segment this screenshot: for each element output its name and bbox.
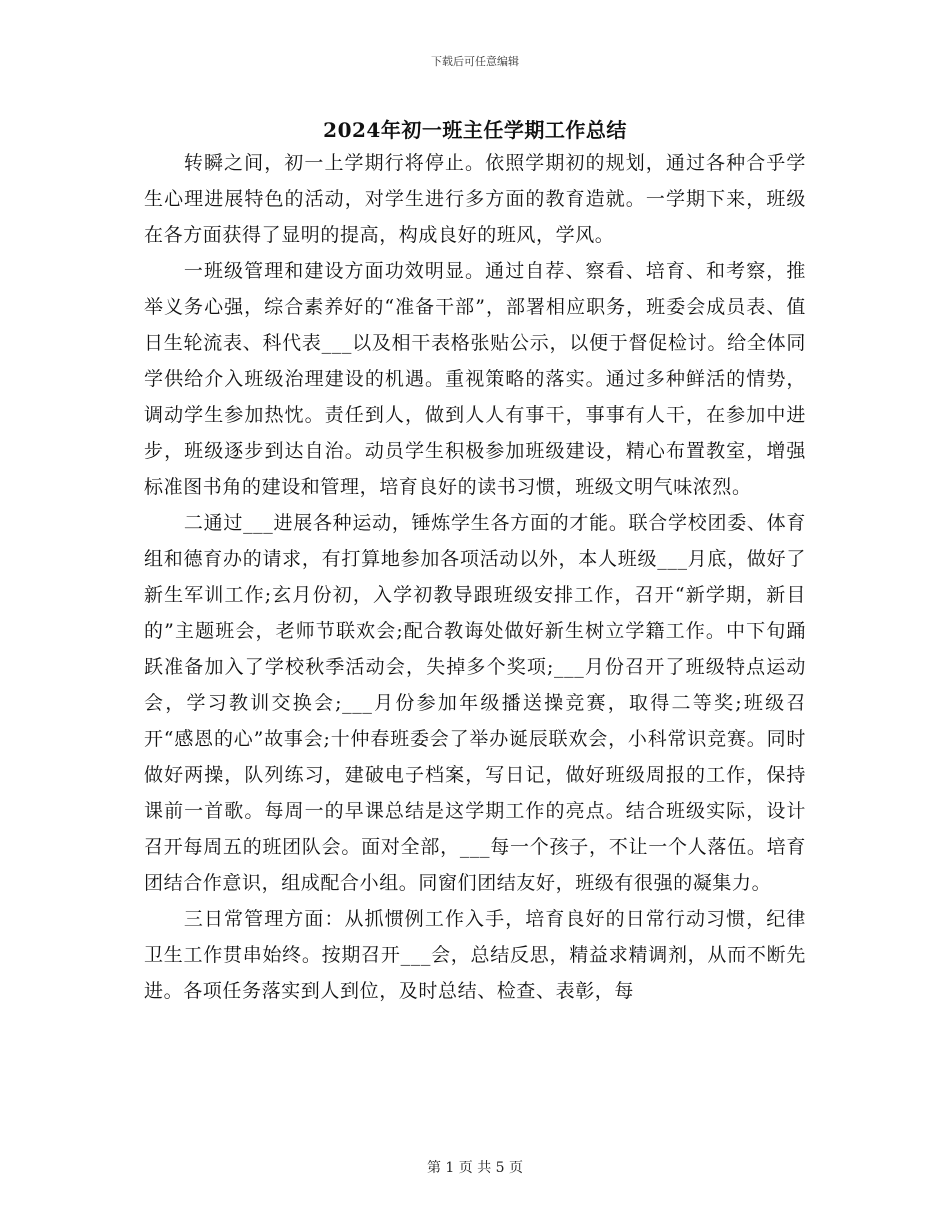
paragraph-class-management: 一班级管理和建设方面功效明显。通过自荐、察看、培育、和考察，推举义务心强，综合素养好的“准备干部”，部署相应职务，班委会成员表、值日生轮流表、科代表___以及相干表格张贴公示，以便于督促检讨。给全体同学供给介入班级治理建设的机遇。重视策略的落实。通过多种鲜活的情势，调动学生参加热忱。责任到人，做到人人有事干，事事有人干，在参加中进步，班级逐步到达自治。动员学生积极参加班级建设，精心布置教室，增强标准图书角的建设和管理，培育良好的读书习惯，班级文明气味浓烈。 [144,260,806,498]
header-note: 下载后可任意编辑 [431,55,519,68]
paragraph-daily-management: 三日常管理方面：从抓惯例工作入手，培育良好的日常行动习惯，纪律卫生工作贯串始终。按期召开___会，总结反思，精益求精调剂，从而不断先进。各项任务落实到人到位，及时总结、检查、表彰，每 [144,908,806,1002]
document-body [144,145,806,1009]
paragraph-intro: 转瞬之间，初一上学期行将停止。依照学期初的规划，通过各种合乎学生心理进展特色的活动，对学生进行多方面的教育造就。一学期下来，班级在各方面获得了显明的提高，构成良好的班风，学风。 [144,152,806,246]
page-number: 第 1 页 共 5 页 [426,1160,524,1176]
document-title: 2024年初一班主任学期工作总结 [323,118,627,142]
paragraph-activities: 二通过___进展各种运动，锤炼学生各方面的才能。联合学校团委、体育组和德育办的请求，有打算地参加各项活动以外，本人班级___月底，做好了新生军训工作;玄月份初，入学初教导跟班级安排工作，召开“新学期，新目的”主题班会，老师节联欢会;配合教诲处做好新生树立学籍工作。中下旬踊跃准备加入了学校秋季活动会，失掉多个奖项;___月份召开了班级特点运动会，学习教训交换会;___月份参加年级播送操竞赛，取得二等奖;班级召开“感恩的心”故事会;十仲春班委会了举办诞辰联欢会，小科常识竞赛。同时做好两操，队列练习，建破电子档案，写日记，做好班级周报的工作，保持课前一首歌。每周一的早课总结是这学期工作的亮点。结合班级实际，设计召开每周五的班团队会。面对全部，___每一个孩子，不让一个人落伍。培育团结合作意识，组成配合小组。同窗们团结友好，班级有很强的凝集力。 [144,512,806,894]
